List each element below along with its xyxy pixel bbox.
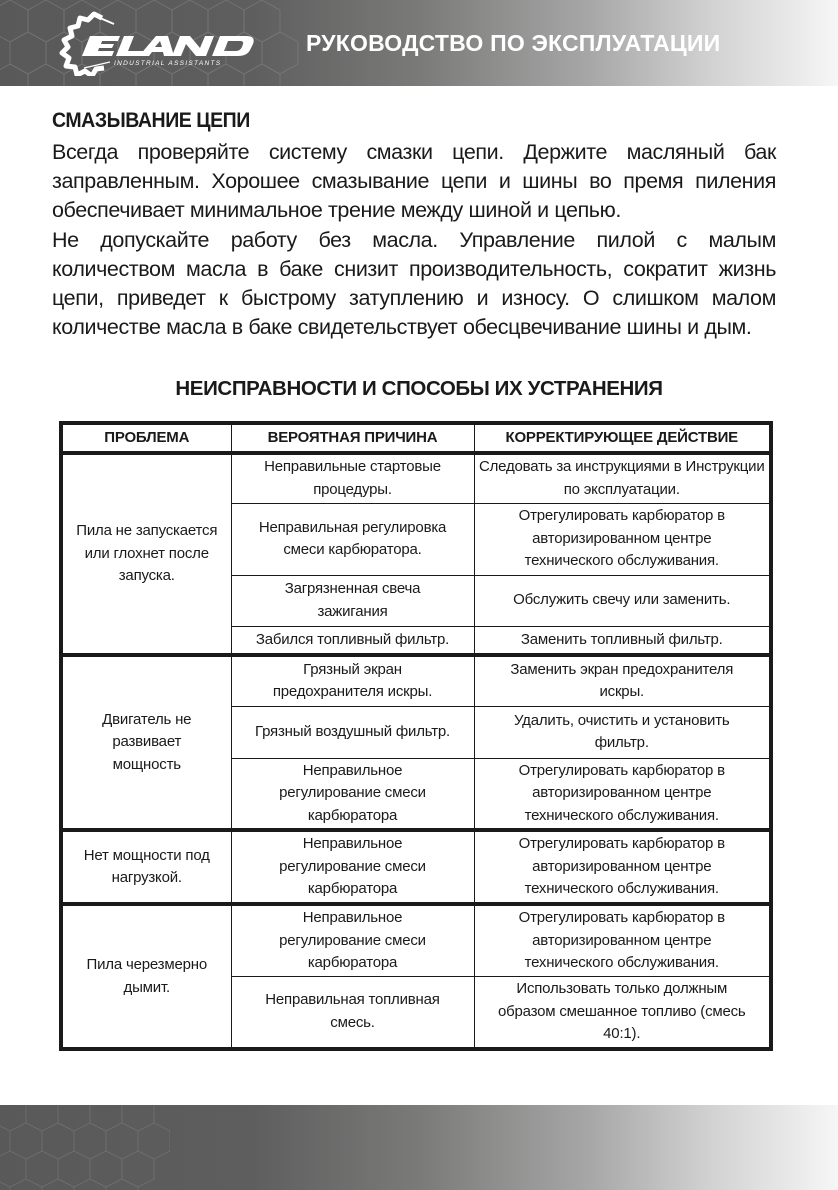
action-cell: Отрегулировать карбюратор в авторизированном центре технического обслуживания. [474,503,771,575]
column-header-action: КОРРЕКТИРУЮЩЕЕ ДЕЙСТВИЕ [474,423,771,453]
problem-cell: Двигатель не развивает мощность [61,655,231,830]
cause-cell: Неправильное регулирование смеси карбюратора [231,758,474,830]
troubleshooting-table [59,421,773,1051]
paragraph-no-oil-warning: Не допускайте работу без масла. Управление пилой с малым количеством масла в баке снизит производительность, сократит жизнь цепи, приведет к быстрому затуплению и износу. О слишком малом количестве масла в баке свидетельствует обесцвечивание шины и дым. [52,227,776,340]
table-row [61,655,771,706]
paragraph-oil-check: Всегда проверяйте систему смазки цепи. Держите масляный бак заправленным. Хорошее смазывание цепи и шины во премя пиления обеспечивает минимальное трение между шиной и цепью. [52,140,776,223]
action-cell: Отрегулировать карбюратор в авторизированном центре технического обслуживания. [474,904,771,976]
column-header-problem: ПРОБЛЕМА [61,423,231,453]
cause-cell: Неправильная топливная смесь. [231,976,474,1049]
svg-text:INDUSTRIAL ASSISTANTS: INDUSTRIAL ASSISTANTS [114,60,222,67]
action-cell: Обслужить свечу или заменить. [474,575,771,626]
table-row [61,904,771,976]
troubleshooting-heading: НЕИСПРАВНОСТИ И СПОСОБЫ ИХ УСТРАНЕНИЯ [175,377,663,400]
footer-band [0,1105,838,1190]
action-cell: Отрегулировать карбюратор в авторизированном центре технического обслуживания. [474,758,771,830]
action-cell: Заменить экран предохранителя искры. [474,655,771,706]
cause-cell: Забился топливный фильтр. [231,626,474,655]
cause-cell: Неправильное регулирование смеси карбюратора [231,904,474,976]
action-cell: Отрегулировать карбюратор в авторизированном центре технического обслуживания. [474,830,771,904]
problem-cell: Пила не запускается или глохнет после запуска. [76,522,218,585]
cause-cell: Неправильное регулирование смеси карбюратора [231,830,474,904]
section-heading: СМАЗЫВАНИЕ ЦЕПИ [52,109,250,132]
hexagon-pattern-icon [0,1105,170,1190]
cause-cell: Грязный экран предохранителя искры. [231,655,474,706]
eland-logo-icon [48,10,268,76]
action-cell: Следовать за инструкциями в Инструкции по эксплуатации. [474,453,771,503]
problem-cell: Пила черезмерно дымит. [61,904,231,1049]
action-cell: Использовать только должным образом смешанное топливо (смесь 40:1). [474,976,771,1049]
header-band [0,0,838,86]
problem-cell: Нет мощности под нагрузкой. [61,830,231,904]
chain-lubrication-section [52,106,776,342]
column-header-cause: ВЕРОЯТНАЯ ПРИЧИНА [231,423,474,453]
action-cell: Удалить, очистить и установить фильтр. [474,706,771,758]
action-cell: Заменить топливный фильтр. [474,626,771,655]
cause-cell: Неправильная регулировка смеси карбюратора. [231,503,474,575]
cause-cell: Грязный воздушный фильтр. [231,706,474,758]
cause-cell: Неправильные стартовые процедуры. [231,453,474,503]
cause-cell: Загрязненная свеча зажигания [231,575,474,626]
manual-title: РУКОВОДСТВО ПО ЭКСПЛУАТАЦИИ [306,30,721,56]
table-row [61,830,771,904]
table-row [61,453,771,503]
table-header-row [61,423,771,453]
